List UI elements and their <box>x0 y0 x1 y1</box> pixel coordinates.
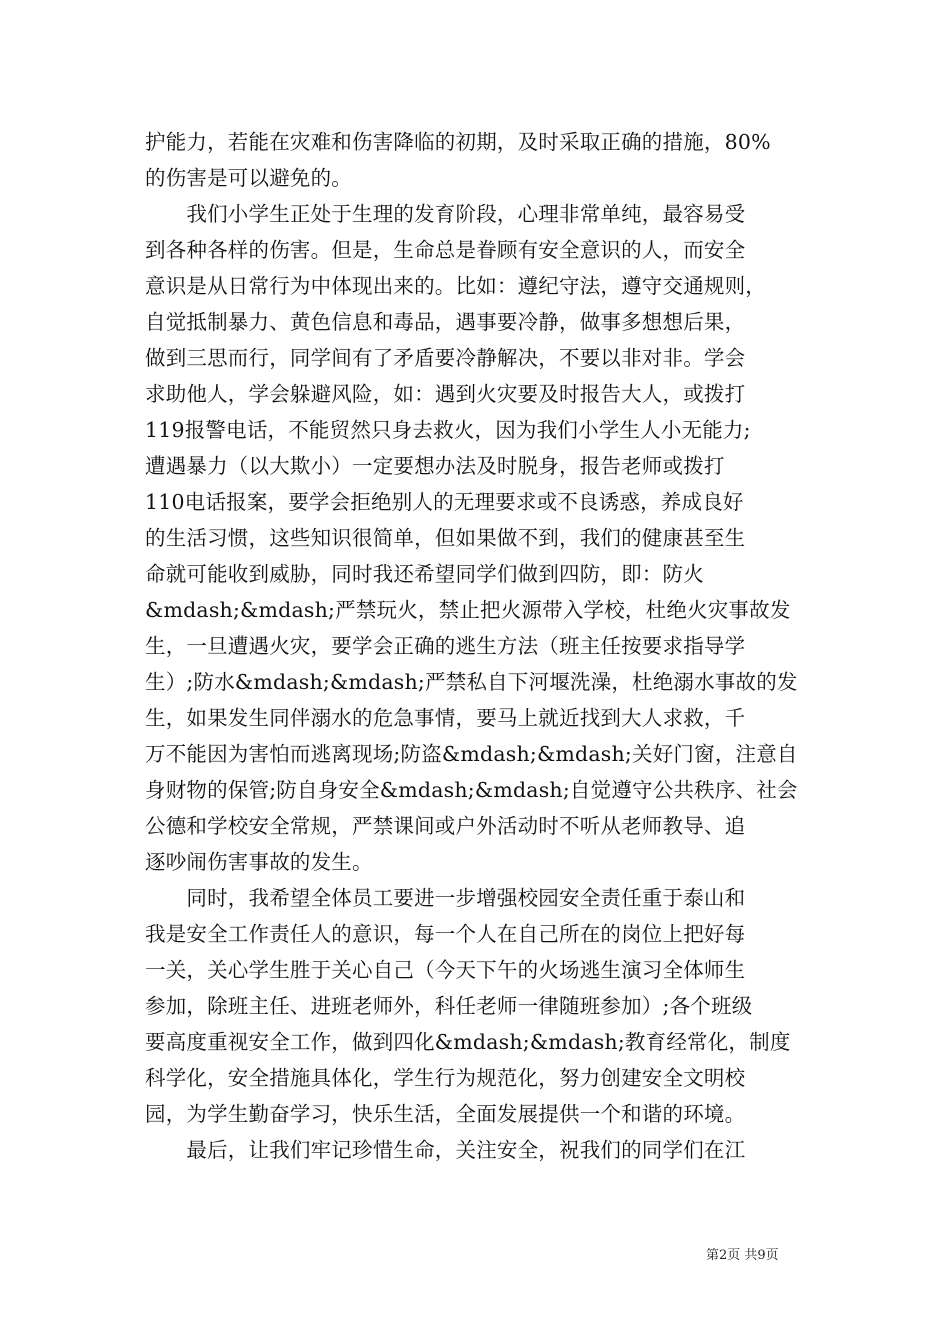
text-line: 要高度重视安全工作，做到四化&mdash;&mdash;教育经常化，制度 <box>145 1030 791 1054</box>
text-line: 我们小学生正处于生理的发育阶段，心理非常单纯，最容易受 <box>145 202 746 226</box>
text-line: 我是安全工作责任人的意识，每一个人在自己所在的岗位上把好每 <box>145 922 746 946</box>
text-line: 命就可能收到威胁，同时我还希望同学们做到四防，即：防火 <box>145 562 704 586</box>
text-line: 身财物的保管;防自身安全&mdash;&mdash;自觉遵守公共秩序、社会 <box>145 778 798 802</box>
text-line: 最后，让我们牢记珍惜生命，关注安全，祝我们的同学们在江 <box>145 1138 746 1162</box>
text-line: 生）;防水&mdash;&mdash;严禁私自下河堰洗澡，杜绝溺水事故的发 <box>145 670 798 694</box>
text-line: 意识是从日常行为中体现出来的。比如：遵纪守法，遵守交通规则， <box>145 274 766 298</box>
text-line: 到各种各样的伤害。但是，生命总是眷顾有安全意识的人，而安全 <box>145 238 746 262</box>
text-line: 自觉抵制暴力、黄色信息和毒品，遇事要冷静，做事多想想后果， <box>145 310 746 334</box>
text-line: 生，一旦遭遇火灾，要学会正确的逃生方法（班主任按要求指导学 <box>145 634 746 658</box>
text-line: 遭遇暴力（以大欺小）一定要想办法及时脱身，报告老师或拨打 <box>145 454 725 478</box>
text-line: 护能力，若能在灾难和伤害降临的初期，及时采取正确的措施，80% <box>145 130 771 154</box>
text-line: 一关，关心学生胜于关心自己（今天下午的火场逃生演习全体师生 <box>145 958 746 982</box>
text-line: 同时，我希望全体员工要进一步增强校园安全责任重于泰山和 <box>145 886 746 910</box>
text-line: 公德和学校安全常规，严禁课间或户外活动时不听从老师教导、追 <box>145 814 746 838</box>
text-line: 逐吵闹伤害事故的发生。 <box>145 850 373 874</box>
text-line: 119报警电话，不能贸然只身去救火，因为我们小学生人小无能力; <box>145 418 751 442</box>
text-line: 的生活习惯，这些知识很简单，但如果做不到，我们的健康甚至生 <box>145 526 746 550</box>
text-line: 参加，除班主任、进班老师外，科任老师一律随班参加）;各个班级 <box>145 994 753 1018</box>
text-line: &mdash;&mdash;严禁玩火，禁止把火源带入学校，杜绝火灾事故发 <box>145 598 791 622</box>
text-line: 生，如果发生同伴溺水的危急事情，要马上就近找到大人求救，千 <box>145 706 746 730</box>
text-line: 科学化，安全措施具体化，学生行为规范化，努力创建安全文明校 <box>145 1066 746 1090</box>
text-line: 园，为学生勤奋学习，快乐生活，全面发展提供一个和谐的环境。 <box>145 1102 746 1126</box>
text-line: 求助他人，学会躲避风险，如：遇到火灾要及时报告大人，或拨打 <box>145 382 746 406</box>
text-line: 的伤害是可以避免的。 <box>145 166 352 190</box>
text-line: 万不能因为害怕而逃离现场;防盗&mdash;&mdash;关好门窗，注意自 <box>145 742 798 766</box>
text-line: 110电话报案，要学会拒绝别人的无理要求或不良诱惑，养成良好 <box>145 490 744 514</box>
page-number-footer: 第2页 共9页 <box>706 1248 779 1263</box>
text-line: 做到三思而行，同学间有了矛盾要冷静解决，不要以非对非。学会 <box>145 346 746 370</box>
